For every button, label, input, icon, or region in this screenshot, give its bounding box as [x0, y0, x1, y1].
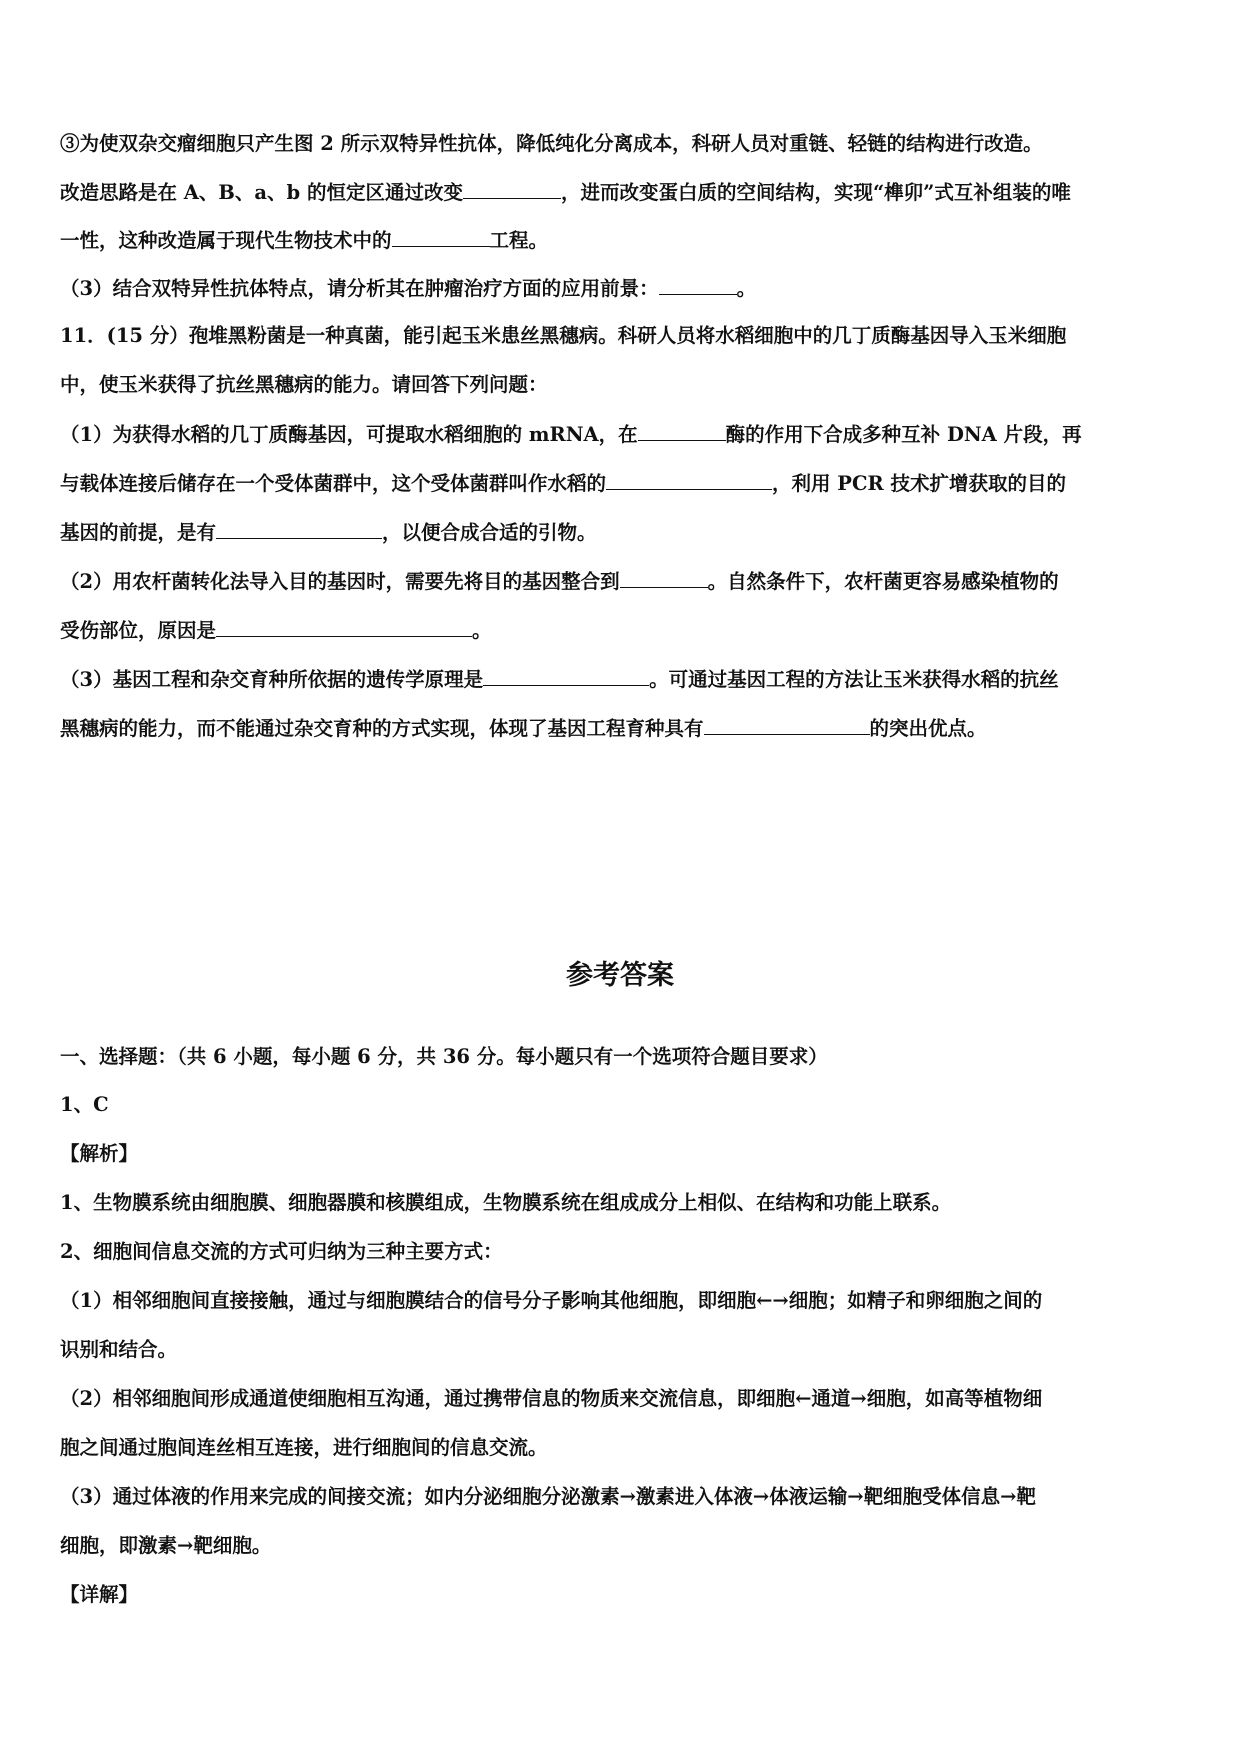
analysis-way1-line1: [60, 1287, 1190, 1315]
q11-intro-text-a: 11．(15 分）孢堆黑粉菌是一种真菌，能引起玉米患丝黑穗病。科研人员将水稻细胞中的几丁质酶基因导入玉米细胞: [60, 324, 1067, 347]
answer-blank[interactable]: [483, 665, 649, 686]
answer-blank[interactable]: [606, 469, 772, 490]
q10-part3-text-c2: 工程。: [489, 229, 549, 252]
q11-sub1-line2: [60, 469, 1190, 498]
q11-sub1-text-c1: 基因的前提，是有: [60, 521, 217, 544]
analysis-way2-a: （2）相邻细胞间形成通道使细胞相互沟通，通过携带信息的物质来交流信息，即细胞←通道→细胞，如高等植物细: [60, 1387, 1043, 1410]
q10-part3-line2: [60, 178, 1190, 207]
answer-blank[interactable]: [392, 226, 490, 247]
answers-section-heading: [60, 1043, 1190, 1071]
q11-sub1-text-a1: （1）为获得水稻的几丁质酶基因，可提取水稻细胞的 mRNA，在: [60, 423, 638, 446]
q11-sub2-text-b2: 。: [472, 619, 492, 642]
answer-blank[interactable]: [638, 420, 726, 441]
q10-part3-text-a: ③为使双杂交瘤细胞只产生图 2 所示双特异性抗体，降低纯化分离成本，科研人员对重链、轻链的结构进行改造。: [60, 132, 1043, 155]
analysis-way3-line2: [60, 1532, 1190, 1560]
analysis-way2-line2: [60, 1434, 1190, 1462]
answers-title: 参考答案: [566, 960, 674, 991]
answer-blank[interactable]: [659, 274, 737, 295]
q11-sub2-text-a1: （2）用农杆菌转化法导入目的基因时，需要先将目的基因整合到: [60, 570, 620, 593]
q11-sub1-line3: [60, 518, 1190, 547]
analysis-heading: [60, 1140, 1190, 1168]
analysis-point: [60, 1238, 1190, 1266]
detail-heading: [60, 1581, 1190, 1609]
q11-sub1-text-c2: ，以便合成合适的引物。: [382, 521, 597, 544]
analysis-way1-line2: [60, 1336, 1190, 1364]
analysis-way1-a: （1）相邻细胞间直接接触，通过与细胞膜结合的信号分子影响其他细胞，即细胞←→细胞；如精子和卵细胞之间的: [60, 1289, 1043, 1312]
q11-sub3-text-b2: 的突出优点。: [869, 717, 987, 740]
answer-blank[interactable]: [463, 178, 561, 199]
q10-sub3-end: 。: [736, 277, 757, 300]
analysis-way2-b: 胞之间通过胞间连丝相互连接，进行细胞间的信息交流。: [60, 1436, 548, 1459]
q11-sub2-line2: [60, 616, 1190, 645]
q11-sub1-line1: [60, 420, 1190, 449]
analysis-way3-a: （3）通过体液的作用来完成的间接交流；如内分泌细胞分泌激素→激素进入体液→体液运输→靶细胞受体信息→靶: [60, 1485, 1036, 1508]
q11-sub2-text-b1: 受伤部位，原因是: [60, 619, 217, 642]
analysis-way3-b: 细胞，即激素→靶细胞。: [60, 1534, 272, 1557]
detail-tag: 【详解】: [60, 1583, 139, 1606]
q11-sub1-text-b1: 与载体连接后储存在一个受体菌群中，这个受体菌群叫作水稻的: [60, 472, 607, 495]
q11-sub3-text-b1: 黑穗病的能力，而不能通过杂交育种的方式实现，体现了基因工程育种具有: [60, 717, 704, 740]
analysis-point1: 1、生物膜系统由细胞膜、细胞器膜和核膜组成，生物膜系统在组成成分上相似、在结构和功能上联系。: [60, 1191, 952, 1214]
q11-sub3-line2: [60, 714, 1190, 743]
q11-intro-line1: [60, 322, 1190, 350]
q10-part3-line3: [60, 226, 1190, 255]
analysis-way1-b: 识别和结合。: [60, 1338, 178, 1361]
q11-sub1-text-b2: ，利用 PCR 技术扩增获取的目的: [772, 472, 1066, 495]
answer-blank[interactable]: [216, 616, 472, 637]
q10-part3-text-b1: 改造思路是在 A、B、a、b 的恒定区通过改变: [60, 181, 463, 204]
answer-item: [60, 1091, 1190, 1119]
answer-blank[interactable]: [704, 714, 870, 735]
q11-sub3-line1: [60, 665, 1190, 694]
answer-blank[interactable]: [620, 567, 708, 588]
q11-sub3-text-a1: （3）基因工程和杂交育种所依据的遗传学原理是: [60, 668, 484, 691]
q11-intro-line2: [60, 371, 1190, 399]
q10-part3-text-c1: 一性，这种改造属于现代生物技术中的: [60, 229, 392, 252]
q10-part3-line1: [60, 130, 1190, 158]
analysis-way2-line1: [60, 1385, 1190, 1413]
q11-intro-text-b: 中，使玉米获得了抗丝黑穗病的能力。请回答下列问题：: [60, 373, 548, 396]
q10-sub3-text: （3）结合双特异性抗体特点，请分析其在肿瘤治疗方面的应用前景：: [60, 277, 659, 300]
q11-sub2-line1: [60, 567, 1190, 596]
q10-part3-text-b2: ，进而改变蛋白质的空间结构，实现“榫卯”式互补组装的唯: [560, 181, 1071, 204]
q11-sub3-text-a2: 。可通过基因工程的方法让玉米获得水稻的抗丝: [649, 668, 1059, 691]
q11-sub2-text-a2: 。自然条件下，农杆菌更容易感染植物的: [707, 570, 1059, 593]
q10-sub3-line: [60, 274, 1190, 303]
answers-section-text: 一、选择题：（共 6 小题，每小题 6 分，共 36 分。每小题只有一个选项符合题目要求）: [60, 1045, 828, 1068]
analysis-way3-line1: [60, 1483, 1190, 1511]
answer-q1: 1、C: [60, 1093, 109, 1116]
q11-sub1-text-a2: 酶的作用下合成多种互补 DNA 片段，再: [725, 423, 1082, 446]
analysis-point2: 2、细胞间信息交流的方式可归纳为三种主要方式：: [60, 1240, 503, 1263]
analysis-tag: 【解析】: [60, 1142, 139, 1165]
answer-blank[interactable]: [216, 518, 382, 539]
analysis-point: [60, 1189, 1190, 1217]
